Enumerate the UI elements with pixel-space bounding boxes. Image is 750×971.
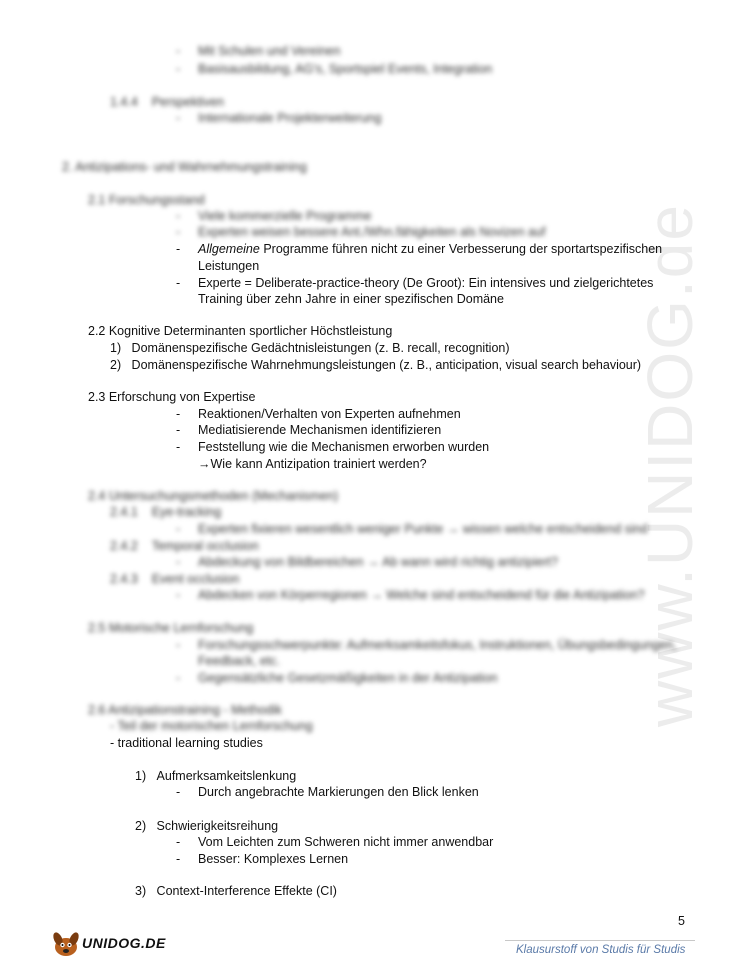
blurred-heading: 2.6 Antizipationstraining - Methodik <box>88 703 282 717</box>
list-item: - Reaktionen/Verhalten von Experten aufnehmen <box>176 407 461 421</box>
blurred-bullet: - Abdeckung von Bildbereichen → Ab wann wird richtig antizipiert? <box>176 555 558 569</box>
numbered-item: 2) Schwierigkeitsreihung <box>135 819 279 833</box>
numbered-item: 1) Aufmerksamkeitslenkung <box>135 769 297 783</box>
section-heading: 2.3 Erforschung von Expertise <box>88 390 256 404</box>
blurred-bullet-continuation: Feedback, etc. <box>198 654 280 668</box>
footer-divider <box>505 940 695 941</box>
blurred-heading: 2.4.3 Event occlusion <box>110 572 240 586</box>
blurred-bullet: - Mit Schulen und Vereinen <box>176 44 341 58</box>
blurred-bullet: - Viele kommerzielle Programme <box>176 209 372 223</box>
list-item: - traditional learning studies <box>110 736 263 750</box>
list-item-continuation: Leistungen <box>198 259 260 273</box>
blurred-heading: 2.4.2 Temporal occlusion <box>110 539 259 553</box>
dog-icon <box>50 928 82 960</box>
list-item: - Mediatisierende Mechanismen identifizieren <box>176 423 442 437</box>
blurred-heading: 2.1 Forschungsstand <box>88 193 205 207</box>
numbered-item: 1) Domänenspezifische Gedächtnisleistungen (z. B. recall, recognition) <box>110 341 510 355</box>
blurred-heading: 2.5 Motorische Lernforschung <box>88 621 254 635</box>
list-item: - Allgemeine Programme führen nicht zu einer Verbesserung der sportartspezifischen <box>176 242 663 256</box>
list-item: - Experte = Deliberate-practice-theory (De Groot): Ein intensives und zielgerichtetes <box>176 276 654 290</box>
list-item-continuation: →Wie kann Antizipation trainiert werden? <box>198 457 427 471</box>
blurred-heading: 1.4.4 Perspektiven <box>110 95 224 109</box>
blurred-bullet: - Experten fixieren wesentlich weniger Punkte → wissen welche entscheidend sind <box>176 522 648 536</box>
watermark: www.UNIDOG.de <box>634 203 706 727</box>
list-item: - Feststellung wie die Mechanismen erworben wurden <box>176 440 490 454</box>
blurred-heading: 2.4 Untersuchungsmethoden (Mechanismen) <box>88 489 339 503</box>
blurred-bullet: - Experten weisen bessere Ant./Whn.fähigkeiten als Novizen auf <box>176 225 546 239</box>
list-item: - Vom Leichten zum Schweren nicht immer anwendbar <box>176 835 494 849</box>
list-item-continuation: Training über zehn Jahre in einer spezifischen Domäne <box>198 292 504 306</box>
blurred-bullet: - Internationale Projekterweiterung <box>176 111 382 125</box>
footer-tagline: Klausurstoff von Studis für Studis <box>516 944 686 956</box>
numbered-item: 3) Context-Interference Effekte (CI) <box>135 884 337 898</box>
section-heading: 2.2 Kognitive Determinanten sportlicher Höchstleistung <box>88 324 393 338</box>
list-item: - Besser: Komplexes Lernen <box>176 852 349 866</box>
blurred-heading: 2. Antizipations- und Wahrnehmungstraining <box>62 160 307 174</box>
blurred-bullet: - Abdecken von Körperregionen → Welche sind entscheidend für die Antizipation? <box>176 588 645 602</box>
page-number: 5 <box>678 914 685 928</box>
blurred-line: - Teil der motorischen Lernforschung <box>110 719 313 733</box>
numbered-item: 2) Domänenspezifische Wahrnehmungsleistungen (z. B., anticipation, visual search behaviour) <box>110 358 642 372</box>
blurred-bullet: - Basisausbildung, AG's, Sportspiel Events, Integration <box>176 62 493 76</box>
blurred-bullet: - Forschungsschwerpunkte: Aufmerksamkeitsfokus, Instruktionen, Übungsbedingungen, <box>176 638 677 652</box>
blurred-heading: 2.4.1 Eye-tracking <box>110 505 222 519</box>
blurred-bullet: - Gegensätzliche Gesetzmäßigkeiten in der Antizipation <box>176 671 498 685</box>
unidog-logo: UNIDOG.DE <box>50 928 175 960</box>
list-item: - Durch angebrachte Markierungen den Blick lenken <box>176 785 479 799</box>
